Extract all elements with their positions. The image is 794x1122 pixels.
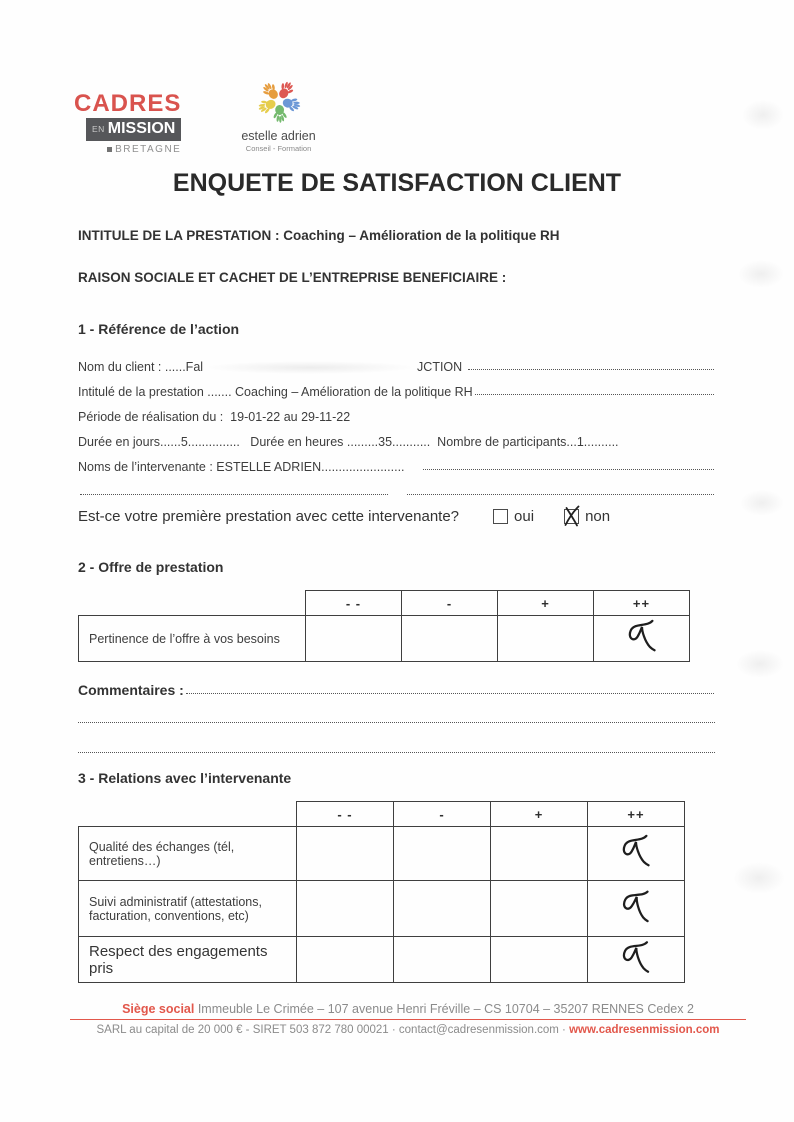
checkbox-option-oui[interactable] <box>493 508 534 525</box>
rating-cell[interactable] <box>306 616 402 662</box>
footer-website-link[interactable]: www.cadresenmission.com <box>569 1024 720 1036</box>
rating-cell[interactable] <box>297 827 394 881</box>
dotted-leader <box>80 494 388 495</box>
field-value: JCTION <box>417 360 466 374</box>
rating-cell[interactable] <box>394 827 491 881</box>
question-text: Est-ce votre première prestation avec cette intervenante? <box>78 508 460 525</box>
criterion-label: Qualité des échanges (tél, entretiens…) <box>79 827 297 881</box>
estelle-adrien-name: estelle adrien <box>241 129 316 143</box>
rating-cell[interactable] <box>588 827 685 881</box>
estelle-adrien-subtitle: Conseil - Formation <box>245 144 312 153</box>
field-text: Durée en jours......5............... Durée en heures .........35........... Nombre de participants...1.......... <box>78 435 619 449</box>
logo-text-mission: EN MISSION <box>86 118 181 141</box>
question-options <box>493 508 610 525</box>
table-row <box>79 827 685 881</box>
rating-cell[interactable] <box>588 881 685 937</box>
dotted-leader <box>475 394 714 395</box>
dotted-leader[interactable] <box>186 693 714 694</box>
blank-header-cell <box>79 591 306 616</box>
rating-cell[interactable] <box>297 881 394 937</box>
field-label: Nom du client : ......Fal <box>78 360 204 374</box>
question-premiere-prestation <box>78 508 715 525</box>
footer-legal-text: SARL au capital de 20 000 € - SIRET 503 872 780 00021 · contact@cadresenmission.com · <box>96 1024 570 1036</box>
criterion-label: Suivi administratif (attestations, facturation, conventions, etc) <box>79 881 297 937</box>
criterion-label: Pertinence de l’offre à vos besoins <box>79 616 306 662</box>
rating-header: - - <box>297 802 394 827</box>
field-text: Intitulé de la prestation ....... Coaching – Amélioration de la politique RH <box>78 385 473 399</box>
table-row <box>79 881 685 937</box>
checkbox[interactable] <box>493 509 508 524</box>
estelle-adrien-logo <box>241 74 315 153</box>
redacted-client-name <box>205 361 415 374</box>
square-bullet-icon <box>107 147 112 152</box>
rating-header: - - <box>306 591 402 616</box>
field-noms-intervenante <box>78 449 715 474</box>
field-periode-realisation <box>78 399 715 424</box>
field-intitule-prestation <box>78 374 715 399</box>
checkbox-label: oui <box>514 508 535 525</box>
criterion-label: Respect des engagements pris <box>79 937 297 983</box>
siege-social-label: Siège social <box>122 1002 195 1016</box>
header-logos <box>0 0 794 155</box>
rating-cell[interactable] <box>402 616 498 662</box>
rating-header: - <box>402 591 498 616</box>
handwritten-check-mark <box>617 831 655 873</box>
comments-dotted-line[interactable] <box>78 752 715 753</box>
field-text: Période de réalisation du : 19-01-22 au 29-11-22 <box>78 410 351 424</box>
rating-cell[interactable] <box>498 616 594 662</box>
section3-heading: 3 - Relations avec l’intervenante <box>78 770 292 786</box>
handwritten-check-mark <box>616 936 655 979</box>
rating-table-offre <box>78 590 690 662</box>
field-text: Noms de l’intervenante : ESTELLE ADRIEN........................ <box>78 460 405 474</box>
rating-table-relations <box>78 801 685 983</box>
rating-header: + <box>498 591 594 616</box>
table-row <box>79 616 690 662</box>
raison-sociale-line: RAISON SOCIALE ET CACHET DE L’ENTREPRISE BENEFICIAIRE : <box>78 270 507 285</box>
logo-text-bretagne: BRETAGNE <box>107 144 181 155</box>
handwritten-check-mark <box>623 616 661 658</box>
field-nom-du-client <box>78 349 715 374</box>
page-title: ENQUETE DE SATISFACTION CLIENT <box>172 169 622 197</box>
rating-cell[interactable] <box>394 881 491 937</box>
page-footer <box>70 1002 746 1036</box>
checkbox-label: non <box>585 508 611 525</box>
logo-text-en: EN <box>91 123 105 134</box>
prestation-title-line: INTITULE DE LA PRESTATION : Coaching – Amélioration de la politique RH <box>78 228 560 243</box>
footer-divider <box>70 1019 746 1020</box>
blank-header-cell <box>79 802 297 827</box>
checkbox-option-non[interactable] <box>564 508 610 525</box>
dotted-leader <box>407 494 715 495</box>
field-duree-participants <box>78 424 715 449</box>
rating-header: + <box>491 802 588 827</box>
rating-cell[interactable] <box>491 881 588 937</box>
rating-header: ++ <box>594 591 690 616</box>
table-row <box>79 937 685 983</box>
section2-heading: 2 - Offre de prestation <box>78 559 224 575</box>
siege-social-address: Immeuble Le Crimée – 107 avenue Henri Fréville – CS 10704 – 35207 RENNES Cedex 2 <box>194 1002 694 1016</box>
rating-cell[interactable] <box>394 937 491 983</box>
checkbox-x-mark <box>563 505 581 527</box>
dotted-leader <box>468 369 714 370</box>
rating-cell[interactable] <box>491 827 588 881</box>
rating-cell[interactable] <box>491 937 588 983</box>
section1-heading: 1 - Référence de l’action <box>78 321 240 337</box>
empty-dotted-line <box>78 474 715 499</box>
rating-cell[interactable] <box>588 937 685 983</box>
handwritten-check-mark <box>616 885 657 930</box>
footer-legal-line <box>70 1024 746 1036</box>
logo-text-cadres: CADRES <box>74 90 182 117</box>
comments-field <box>78 678 715 698</box>
rating-header: ++ <box>588 802 685 827</box>
comments-label: Commentaires : <box>78 682 184 698</box>
rating-cell[interactable] <box>297 937 394 983</box>
checkbox[interactable] <box>564 509 579 524</box>
footer-address-line <box>70 1002 746 1016</box>
rating-header: - <box>394 802 491 827</box>
dotted-leader <box>423 469 714 470</box>
rating-cell[interactable] <box>594 616 690 662</box>
hands-circle-icon <box>250 74 308 128</box>
cadres-en-mission-logo <box>74 92 181 155</box>
comments-dotted-line[interactable] <box>78 722 715 723</box>
